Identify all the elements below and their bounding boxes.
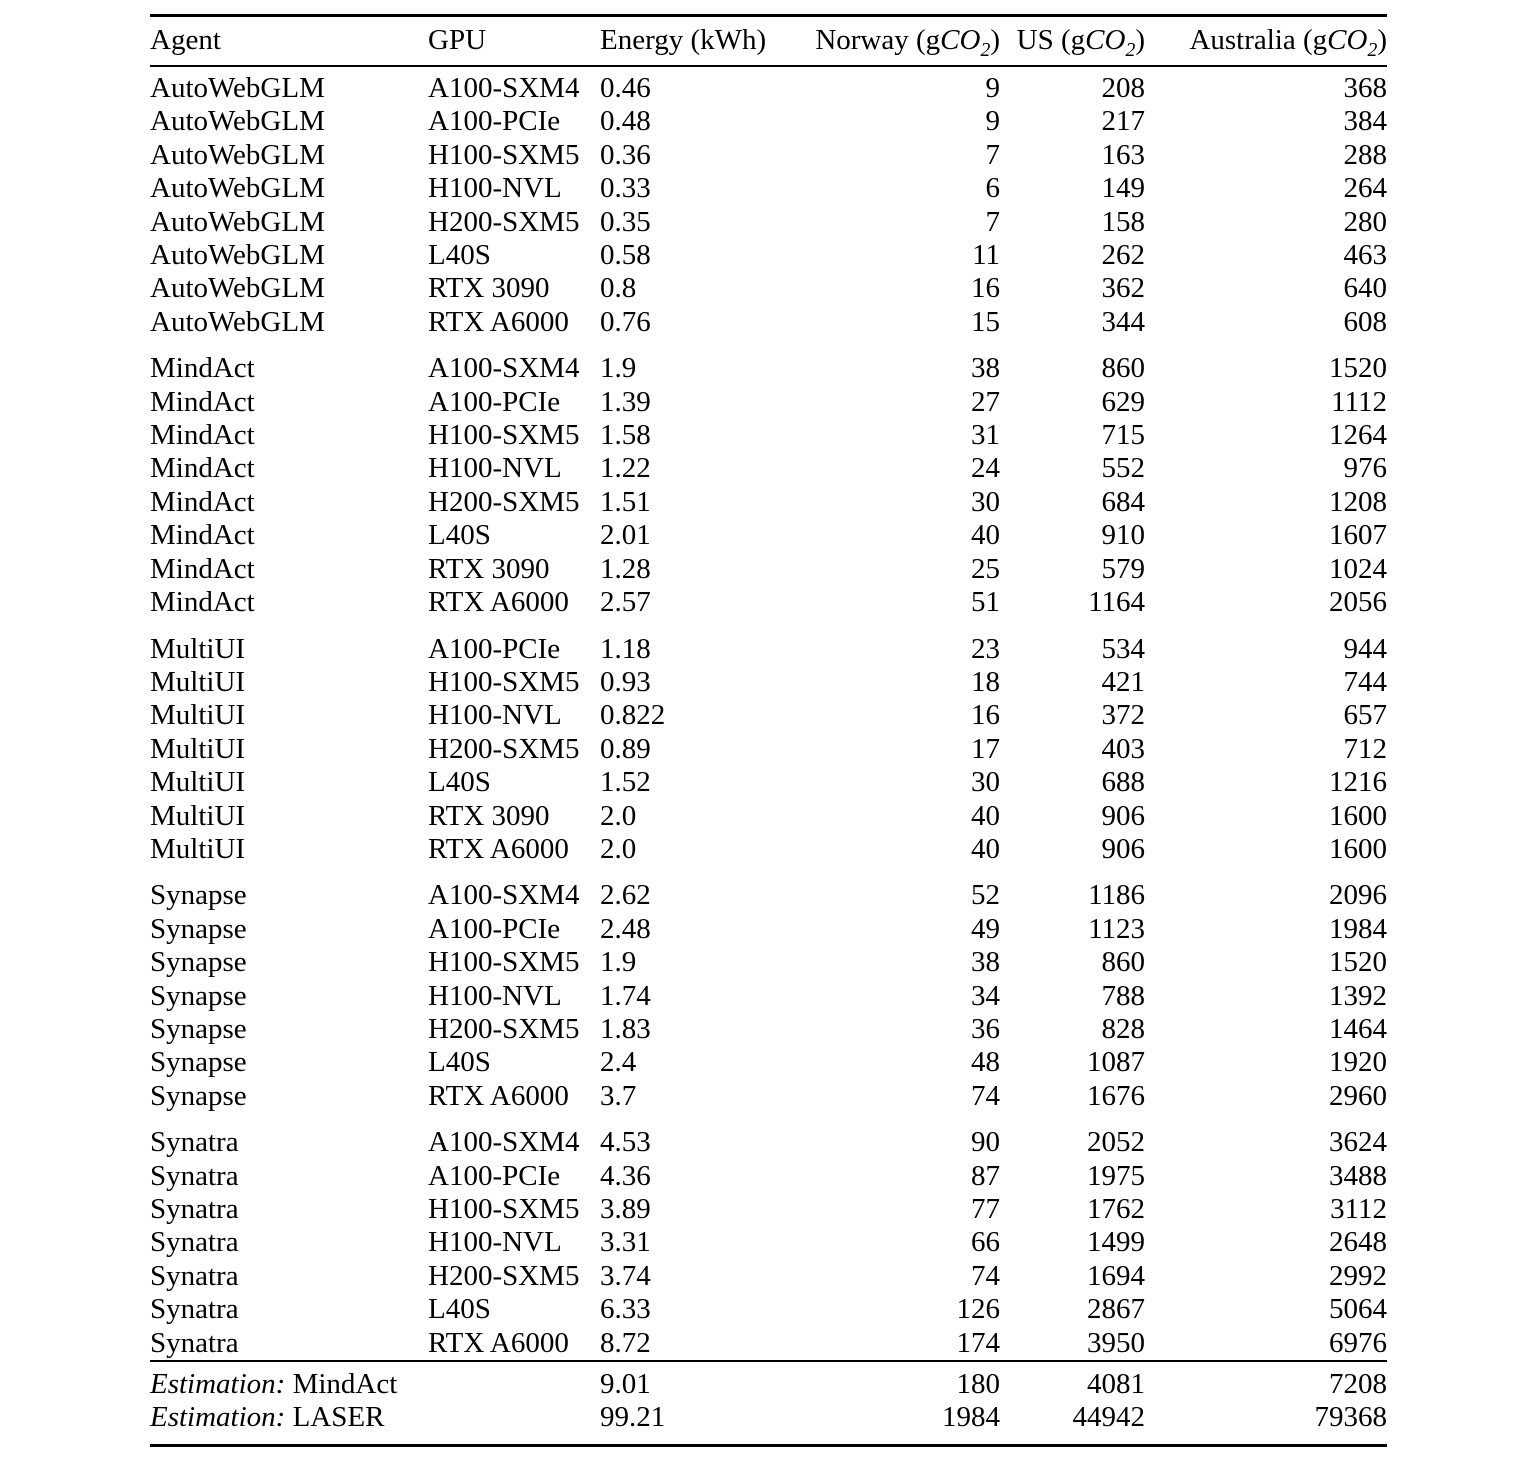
energy-cell: 0.93 xyxy=(600,665,651,698)
australia-cell: 1208 xyxy=(1329,485,1387,518)
gpu-cell: RTX A6000 xyxy=(428,1079,569,1112)
energy-co2-table xyxy=(150,14,1387,1447)
header-cell-gpu: GPU xyxy=(428,24,487,56)
us-cell: 1087 xyxy=(1087,1046,1145,1079)
agent-cell: MindAct xyxy=(150,385,255,418)
norway-cell: 174 xyxy=(956,1326,1000,1359)
energy-cell: 1.9 xyxy=(600,352,637,385)
gpu-cell: L40S xyxy=(428,766,491,799)
australia-cell: 944 xyxy=(1343,632,1387,665)
us-cell: 421 xyxy=(1101,665,1145,698)
norway-cell: 52 xyxy=(971,879,1000,912)
energy-cell: 2.4 xyxy=(600,1046,637,1079)
energy-cell: 1.58 xyxy=(600,419,651,452)
agent-cell: MultiUI xyxy=(150,799,246,832)
gpu-cell: A100-SXM4 xyxy=(428,352,580,385)
australia-cell: 384 xyxy=(1343,105,1387,138)
table-row xyxy=(150,272,1387,305)
australia-cell: 463 xyxy=(1343,239,1387,272)
energy-cell: 99.21 xyxy=(600,1401,666,1434)
us-cell: 715 xyxy=(1101,419,1145,452)
us-cell: 1164 xyxy=(1088,586,1145,619)
norway-cell: 25 xyxy=(971,552,1000,585)
gpu-cell: A100-PCIe xyxy=(428,1159,561,1192)
table-row xyxy=(150,206,1387,239)
us-cell: 579 xyxy=(1101,552,1145,585)
gpu-cell: A100-PCIe xyxy=(428,385,561,418)
energy-cell: 1.18 xyxy=(600,632,651,665)
agent-cell: Synatra xyxy=(150,1193,239,1225)
energy-cell: 1.28 xyxy=(600,552,651,585)
unit-subscript xyxy=(1367,39,1377,61)
table-row xyxy=(150,800,1387,833)
gpu-cell: L40S xyxy=(428,239,491,272)
us-cell: 828 xyxy=(1101,1012,1145,1045)
agent-cell: Synatra xyxy=(150,1126,239,1159)
agent-cell: Synatra xyxy=(150,1259,239,1292)
us-cell: 2867 xyxy=(1087,1293,1145,1326)
us-cell: 3950 xyxy=(1087,1326,1145,1359)
gpu-cell: RTX A6000 xyxy=(428,305,569,338)
norway-cell: 66 xyxy=(971,1226,1000,1259)
gpu-cell: RTX A6000 xyxy=(428,832,569,865)
australia-cell: 1024 xyxy=(1329,552,1387,585)
gpu-cell: H100-SXM5 xyxy=(428,665,580,698)
energy-cell: 8.72 xyxy=(600,1326,651,1359)
gpu-cell: RTX 3090 xyxy=(428,272,550,305)
gpu-cell: RTX A6000 xyxy=(428,586,569,619)
agent-cell: MultiUI xyxy=(150,832,246,865)
agent-cell: MindAct xyxy=(150,552,255,585)
us-cell: 1123 xyxy=(1088,912,1145,945)
norway-cell: 17 xyxy=(971,732,1000,765)
energy-cell: 2.62 xyxy=(600,879,651,912)
australia-cell: 608 xyxy=(1343,305,1387,338)
agent-cell: Synapse xyxy=(150,879,247,912)
norway-cell: 30 xyxy=(971,485,1000,518)
gpu-cell: A100-PCIe xyxy=(428,912,561,945)
agent-cell: Synapse xyxy=(150,1079,247,1112)
table-row xyxy=(150,553,1387,586)
energy-cell: 1.52 xyxy=(600,766,651,799)
us-cell: 149 xyxy=(1101,172,1145,205)
australia-cell: 6976 xyxy=(1329,1326,1387,1359)
us-cell: 1499 xyxy=(1087,1226,1145,1259)
us-cell: 552 xyxy=(1101,452,1145,485)
agent-cell: AutoWebGLM xyxy=(150,305,325,338)
us-cell: 163 xyxy=(1101,138,1145,171)
norway-cell: 40 xyxy=(971,832,1000,865)
unit-symbol: CO xyxy=(940,24,981,56)
us-cell: 906 xyxy=(1101,832,1145,865)
agent-cell: MultiUI xyxy=(150,632,246,665)
norway-cell: 74 xyxy=(971,1259,1000,1292)
us-cell: 217 xyxy=(1101,105,1145,138)
header-row xyxy=(150,16,1387,67)
gpu-cell: H100-SXM5 xyxy=(428,419,580,452)
australia-cell: 7208 xyxy=(1329,1368,1387,1401)
table-row xyxy=(150,386,1387,419)
us-cell: 906 xyxy=(1101,799,1145,832)
norway-cell: 36 xyxy=(971,1012,1000,1045)
unit-subscript-italic: 2 xyxy=(1125,38,1136,61)
agent-group-synapse xyxy=(150,866,1387,1113)
gpu-cell: L40S xyxy=(428,519,491,552)
energy-cell: 3.31 xyxy=(600,1226,651,1259)
energy-cell: 3.74 xyxy=(600,1259,651,1292)
table-row xyxy=(150,172,1387,205)
agent-cell: MindAct xyxy=(150,586,255,619)
gpu-cell: H100-SXM5 xyxy=(428,1193,580,1225)
norway-cell: 49 xyxy=(971,912,1000,945)
energy-cell: 0.36 xyxy=(600,138,651,171)
australia-cell: 1984 xyxy=(1329,912,1387,945)
australia-cell: 5064 xyxy=(1329,1293,1387,1326)
energy-cell: 2.0 xyxy=(600,832,637,865)
us-cell: 910 xyxy=(1101,519,1145,552)
us-cell: 362 xyxy=(1101,272,1145,305)
energy-cell: 0.33 xyxy=(600,172,651,205)
gpu-cell: RTX 3090 xyxy=(428,799,550,832)
gpu-cell: A100-SXM4 xyxy=(428,879,580,912)
gpu-cell: A100-SXM4 xyxy=(428,72,580,104)
agent-cell: MultiUI xyxy=(150,699,246,732)
us-cell: 4081 xyxy=(1087,1368,1145,1401)
energy-cell: 2.0 xyxy=(600,799,637,832)
australia-cell: 3488 xyxy=(1329,1159,1387,1192)
agent-cell: Synapse xyxy=(150,912,247,945)
australia-cell: 976 xyxy=(1343,452,1387,485)
us-cell: 684 xyxy=(1101,485,1145,518)
header-cell-us: US (gCO$_2$) xyxy=(1016,24,1145,61)
norway-cell: 23 xyxy=(971,632,1000,665)
agent-cell: Synatra xyxy=(150,1293,239,1326)
us-cell: 860 xyxy=(1101,946,1145,979)
estimation-label-cell: Estimation: LASER xyxy=(150,1401,385,1434)
gpu-cell: H100-NVL xyxy=(428,1226,562,1259)
gpu-cell: H200-SXM5 xyxy=(428,485,580,518)
us-cell: 534 xyxy=(1101,632,1145,665)
us-cell: 860 xyxy=(1101,352,1145,385)
australia-cell: 2096 xyxy=(1329,879,1387,912)
estimation-row xyxy=(150,1361,1387,1401)
agent-cell: Synapse xyxy=(150,1012,247,1045)
us-cell: 1186 xyxy=(1088,879,1145,912)
gpu-cell: H100-SXM5 xyxy=(428,138,580,171)
us-cell: 344 xyxy=(1101,305,1145,338)
australia-cell: 288 xyxy=(1343,138,1387,171)
norway-cell: 51 xyxy=(971,586,1000,619)
header-cell-norway: Norway (gCO$_2$) xyxy=(815,24,1000,61)
norway-cell: 11 xyxy=(972,239,1000,272)
us-cell: 403 xyxy=(1101,732,1145,765)
table-row xyxy=(150,620,1387,666)
table-row xyxy=(150,733,1387,766)
agent-cell: Synapse xyxy=(150,979,247,1012)
energy-cell: 9.01 xyxy=(600,1368,651,1401)
us-cell: 2052 xyxy=(1087,1126,1145,1159)
table-row xyxy=(150,1113,1387,1159)
norway-cell: 40 xyxy=(971,799,1000,832)
table-row xyxy=(150,1327,1387,1361)
header-cell-energy: Energy (kWh) xyxy=(600,24,767,56)
table-row xyxy=(150,1293,1387,1326)
norway-cell: 15 xyxy=(971,305,1000,338)
table-row xyxy=(150,866,1387,912)
australia-cell: 712 xyxy=(1343,732,1387,765)
gpu-cell: A100-SXM4 xyxy=(428,1126,580,1159)
agent-cell: Synatra xyxy=(150,1326,239,1359)
australia-cell: 1920 xyxy=(1329,1046,1387,1079)
norway-cell: 6 xyxy=(985,172,1000,205)
agent-cell: AutoWebGLM xyxy=(150,105,325,138)
norway-cell: 87 xyxy=(971,1159,1000,1192)
table-row xyxy=(150,1013,1387,1046)
energy-cell: 0.89 xyxy=(600,732,651,765)
agent-cell: MindAct xyxy=(150,485,255,518)
gpu-cell: H100-NVL xyxy=(428,979,562,1012)
gpu-cell: A100-PCIe xyxy=(428,632,561,665)
norway-cell: 9 xyxy=(985,105,1000,138)
australia-cell: 1520 xyxy=(1329,946,1387,979)
table-row xyxy=(150,105,1387,138)
us-cell: 688 xyxy=(1101,766,1145,799)
table-row xyxy=(150,1160,1387,1193)
gpu-cell: H200-SXM5 xyxy=(428,1259,580,1292)
australia-cell: 657 xyxy=(1343,699,1387,732)
norway-cell: 9 xyxy=(985,72,1000,104)
table-row xyxy=(150,306,1387,339)
us-cell: 1975 xyxy=(1087,1159,1145,1192)
norway-cell: 77 xyxy=(971,1193,1000,1225)
norway-cell: 34 xyxy=(971,979,1000,1012)
gpu-cell: H100-SXM5 xyxy=(428,946,580,979)
unit-symbol: CO xyxy=(1327,24,1368,56)
estimation-row xyxy=(150,1401,1387,1445)
table-row xyxy=(150,239,1387,272)
energy-cell: 0.58 xyxy=(600,239,651,272)
australia-cell: 1520 xyxy=(1329,352,1387,385)
table-row xyxy=(150,913,1387,946)
energy-cell: 4.36 xyxy=(600,1159,651,1192)
us-cell: 1676 xyxy=(1087,1079,1145,1112)
agent-cell: MindAct xyxy=(150,352,255,385)
agent-cell: MindAct xyxy=(150,519,255,552)
gpu-cell: H100-NVL xyxy=(428,699,562,732)
energy-cell: 1.9 xyxy=(600,946,637,979)
gpu-cell: L40S xyxy=(428,1293,491,1326)
table-row xyxy=(150,419,1387,452)
energy-cell: 3.89 xyxy=(600,1193,651,1225)
agent-cell: MultiUI xyxy=(150,732,246,765)
energy-cell: 2.01 xyxy=(600,519,651,552)
us-cell: 1694 xyxy=(1087,1259,1145,1292)
table-row xyxy=(150,1226,1387,1259)
energy-cell: 6.33 xyxy=(600,1293,651,1326)
estimation-prefix: Estimation: xyxy=(150,1401,286,1434)
energy-cell: 1.39 xyxy=(600,385,651,418)
australia-cell: 79368 xyxy=(1314,1401,1387,1434)
australia-cell: 368 xyxy=(1343,72,1387,104)
energy-cell: 0.822 xyxy=(600,699,666,732)
norway-cell: 27 xyxy=(971,385,1000,418)
table-row xyxy=(150,1260,1387,1293)
us-cell: 629 xyxy=(1101,385,1145,418)
australia-cell: 1600 xyxy=(1329,832,1387,865)
australia-cell: 640 xyxy=(1343,272,1387,305)
energy-cell: 1.83 xyxy=(600,1012,651,1045)
norway-cell: 48 xyxy=(971,1046,1000,1079)
table-row xyxy=(150,766,1387,799)
australia-cell: 2648 xyxy=(1329,1226,1387,1259)
norway-cell: 16 xyxy=(971,272,1000,305)
agent-cell: MultiUI xyxy=(150,665,246,698)
energy-cell: 0.8 xyxy=(600,272,637,305)
table-row xyxy=(150,666,1387,699)
table-header xyxy=(150,16,1387,67)
norway-cell: 7 xyxy=(985,205,1000,238)
energy-cell: 3.7 xyxy=(600,1079,637,1112)
us-cell: 208 xyxy=(1101,72,1145,104)
us-cell: 1762 xyxy=(1087,1193,1145,1225)
table-row xyxy=(150,699,1387,732)
agent-cell: Synapse xyxy=(150,946,247,979)
agent-cell: AutoWebGLM xyxy=(150,205,325,238)
australia-cell: 2056 xyxy=(1329,586,1387,619)
agent-cell: Synapse xyxy=(150,1046,247,1079)
table-row xyxy=(150,833,1387,866)
us-cell: 158 xyxy=(1101,205,1145,238)
australia-cell: 1464 xyxy=(1329,1012,1387,1045)
australia-cell: 1216 xyxy=(1329,766,1387,799)
table-row xyxy=(150,946,1387,979)
table-row xyxy=(150,139,1387,172)
norway-cell: 18 xyxy=(971,665,1000,698)
unit-symbol: CO xyxy=(1085,24,1126,56)
gpu-cell: H100-NVL xyxy=(428,172,562,205)
energy-cell: 0.46 xyxy=(600,72,651,104)
agent-cell: MultiUI xyxy=(150,766,246,799)
table-row xyxy=(150,586,1387,619)
estimation-prefix: Estimation: xyxy=(150,1368,286,1401)
gpu-cell: H100-NVL xyxy=(428,452,562,485)
agent-cell: AutoWebGLM xyxy=(150,72,325,104)
gpu-cell: L40S xyxy=(428,1046,491,1079)
australia-cell: 2992 xyxy=(1329,1259,1387,1292)
unit-subscript-italic: 2 xyxy=(980,38,991,61)
table-row xyxy=(150,1046,1387,1079)
energy-cell: 0.48 xyxy=(600,105,651,138)
australia-cell: 1600 xyxy=(1329,799,1387,832)
table-row xyxy=(150,519,1387,552)
gpu-cell: H200-SXM5 xyxy=(428,732,580,765)
header-cell-agent: Agent xyxy=(150,24,221,56)
us-cell: 44942 xyxy=(1072,1401,1145,1434)
agent-cell: MindAct xyxy=(150,419,255,452)
gpu-cell: RTX 3090 xyxy=(428,552,550,585)
gpu-cell: H200-SXM5 xyxy=(428,1012,580,1045)
us-cell: 262 xyxy=(1101,239,1145,272)
australia-cell: 2960 xyxy=(1329,1079,1387,1112)
gpu-cell: H200-SXM5 xyxy=(428,205,580,238)
unit-subscript-italic: 2 xyxy=(1367,38,1378,61)
australia-cell: 1112 xyxy=(1331,385,1387,418)
unit-subscript xyxy=(980,39,990,61)
agent-cell: AutoWebGLM xyxy=(150,239,325,272)
australia-cell: 280 xyxy=(1343,205,1387,238)
table-row xyxy=(150,339,1387,385)
agent-group-multiui xyxy=(150,620,1387,867)
norway-cell: 31 xyxy=(971,419,1000,452)
energy-cell: 0.35 xyxy=(600,205,651,238)
norway-cell: 38 xyxy=(971,352,1000,385)
norway-cell: 74 xyxy=(971,1079,1000,1112)
australia-cell: 1392 xyxy=(1329,979,1387,1012)
table-container xyxy=(150,14,1387,1447)
australia-cell: 744 xyxy=(1343,665,1387,698)
norway-cell: 16 xyxy=(971,699,1000,732)
norway-cell: 38 xyxy=(971,946,1000,979)
agent-group-mindact xyxy=(150,339,1387,619)
energy-cell: 2.48 xyxy=(600,912,651,945)
us-cell: 788 xyxy=(1101,979,1145,1012)
norway-cell: 90 xyxy=(971,1126,1000,1159)
agent-cell: AutoWebGLM xyxy=(150,172,325,205)
us-cell: 372 xyxy=(1101,699,1145,732)
header-cell-australia: Australia (gCO$_2$) xyxy=(1189,24,1387,61)
australia-cell: 1607 xyxy=(1329,519,1387,552)
agent-group-autowebglm xyxy=(150,66,1387,339)
table-row xyxy=(150,1193,1387,1226)
energy-cell: 4.53 xyxy=(600,1126,651,1159)
energy-cell: 1.22 xyxy=(600,452,651,485)
norway-cell: 7 xyxy=(985,138,1000,171)
norway-cell: 1984 xyxy=(942,1401,1000,1434)
estimation-section xyxy=(150,1361,1387,1445)
australia-cell: 3624 xyxy=(1329,1126,1387,1159)
table-row xyxy=(150,980,1387,1013)
agent-cell: Synatra xyxy=(150,1159,239,1192)
agent-cell: Synatra xyxy=(150,1226,239,1259)
norway-cell: 24 xyxy=(971,452,1000,485)
energy-cell: 0.76 xyxy=(600,305,651,338)
table-row xyxy=(150,452,1387,485)
norway-cell: 180 xyxy=(956,1368,1000,1401)
australia-cell: 1264 xyxy=(1329,419,1387,452)
energy-cell: 1.74 xyxy=(600,979,651,1012)
table-row xyxy=(150,66,1387,105)
gpu-cell: RTX A6000 xyxy=(428,1326,569,1359)
norway-cell: 40 xyxy=(971,519,1000,552)
agent-cell: AutoWebGLM xyxy=(150,272,325,305)
unit-subscript xyxy=(1125,39,1135,61)
agent-cell: MindAct xyxy=(150,452,255,485)
table-row xyxy=(150,1080,1387,1113)
norway-cell: 30 xyxy=(971,766,1000,799)
energy-cell: 1.51 xyxy=(600,485,651,518)
energy-cell: 2.57 xyxy=(600,586,651,619)
norway-cell: 126 xyxy=(956,1293,1000,1326)
australia-cell: 3112 xyxy=(1330,1193,1387,1225)
gpu-cell: A100-PCIe xyxy=(428,105,561,138)
table-row xyxy=(150,486,1387,519)
estimation-label-cell: Estimation: MindAct xyxy=(150,1368,398,1401)
australia-cell: 264 xyxy=(1343,172,1387,205)
agent-group-synatra xyxy=(150,1113,1387,1361)
agent-cell: AutoWebGLM xyxy=(150,138,325,171)
